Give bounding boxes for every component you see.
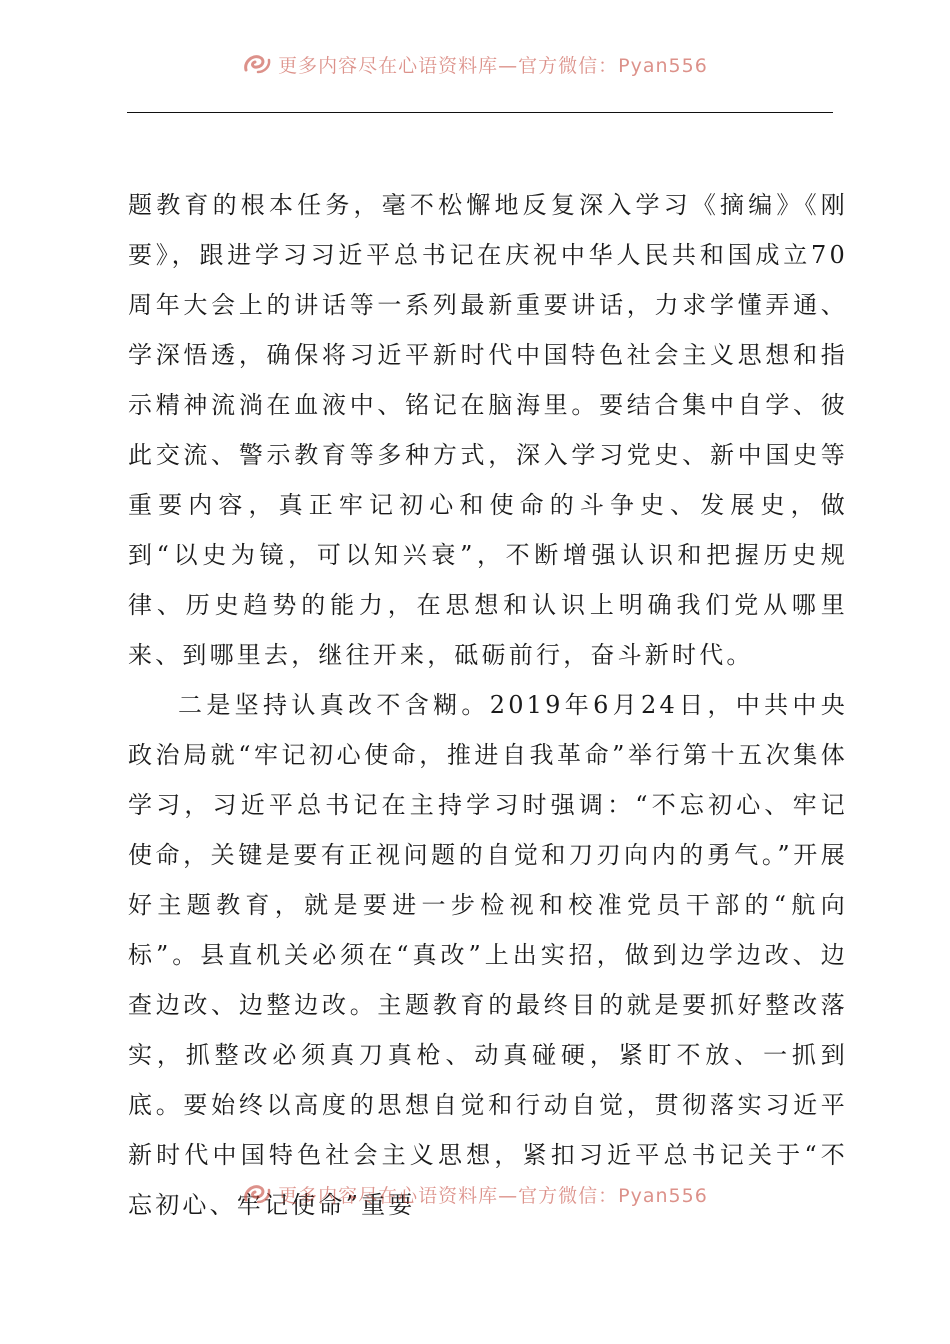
header-watermark-text: 更多内容尽在心语资料库—官方微信：Pyan556 (278, 54, 708, 77)
document-body (128, 180, 848, 1230)
page-footer (0, 1180, 950, 1220)
swirl-logo-icon (242, 1182, 272, 1206)
swirl-logo-icon (242, 52, 272, 76)
paragraph-1: 题教育的根本任务，毫不松懈地反复深入学习《摘编》《刚要》，跟进学习习近平总书记在庆祝中华人民共和国成立70周年大会上的讲话等一系列最新重要讲话，力求学懂弄通、学深悟透，确保将习近平新时代中国特色社会主义思想和指示精神流淌在血液中、铭记在脑海里。要结合集中自学、彼此交流、警示教育等多种方式，深入学习党史、新中国史等重要内容，真正牢记初心和使命的斗争史、发展史，做到“以史为镜，可以知兴衰”，不断增强认识和把握历史规律、历史趋势的能力，在思想和认识上明确我们党从哪里来、到哪里去，继往开来，砥砺前行，奋斗新时代。 (128, 191, 848, 669)
header-watermark (242, 51, 708, 78)
header-divider (127, 112, 833, 113)
page-header (0, 50, 950, 90)
footer-watermark (242, 1181, 708, 1208)
footer-watermark-text: 更多内容尽在心语资料库—官方微信：Pyan556 (278, 1184, 708, 1207)
paragraph-2: 二是坚持认真改不含糊。2019年6月24日，中共中央政治局就“牢记初心使命，推进自我革命”举行第十五次集体学习，习近平总书记在主持学习时强调：“不忘初心、牢记使命，关键是要有正视问题的自觉和刀刃向内的勇气。”开展好主题教育，就是要进一步检视和校准党员干部的“航向标”。县直机关必须在“真改”上出实招，做到边学边改、边查边改、边整边改。主题教育的最终目的就是要抓好整改落实，抓整改必须真刀真枪、动真碰硬，紧盯不放、一抓到底。要始终以高度的思想自觉和行动自觉，贯彻落实习近平新时代中国特色社会主义思想，紧扣习近平总书记关于“不忘初心、牢记使命”重要 (128, 691, 848, 1219)
